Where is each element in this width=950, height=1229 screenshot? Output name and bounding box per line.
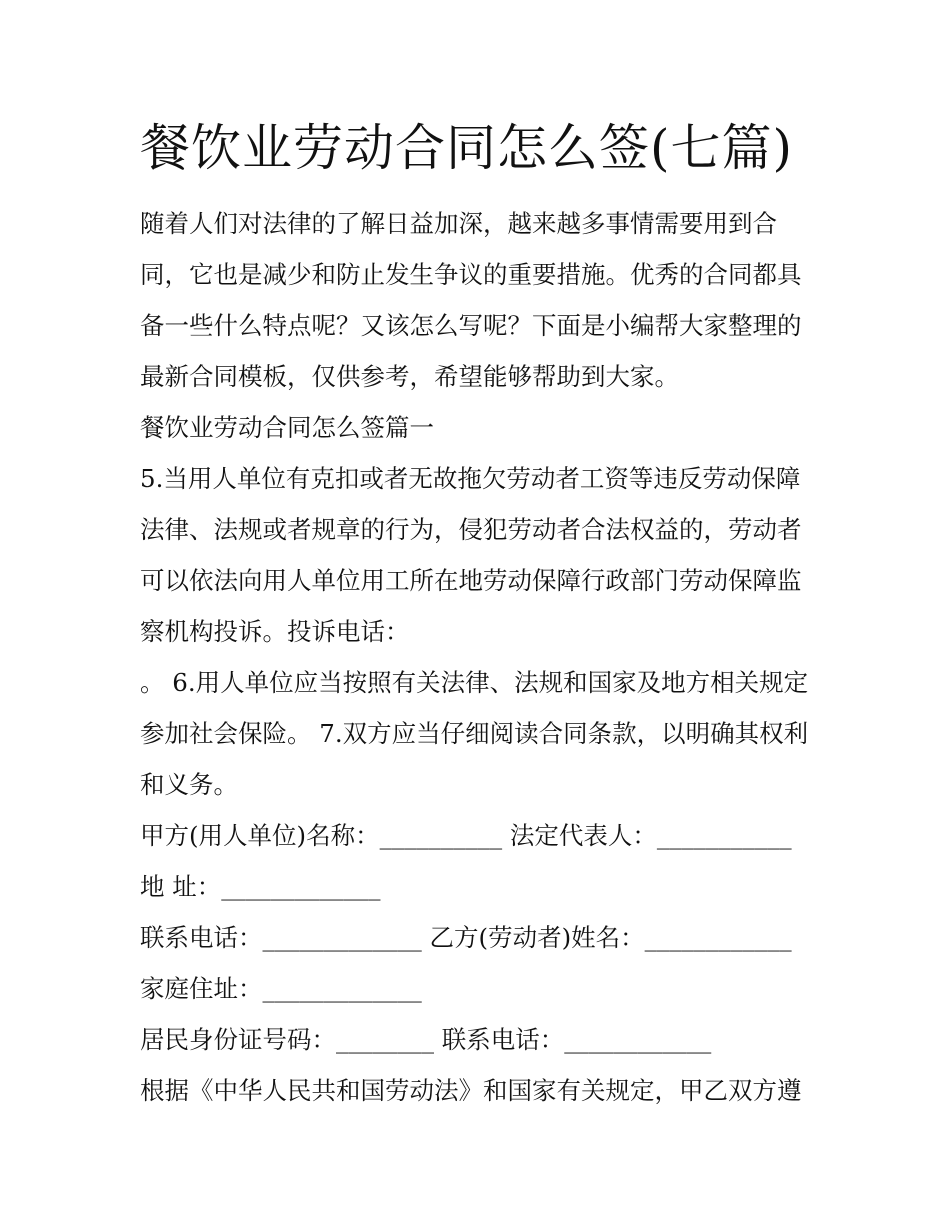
intro-paragraph: 随着人们对法律的了解日益加深，越来越多事情需要用到合同，它也是减少和防止发生争议的重要措施。优秀的合同都具备一些什么特点呢？又该怎么写呢？下面是小编帮大家整理的最新合同模板，仅供参考，希望能够帮助到大家。: [140, 209, 802, 391]
party-a-address-line: 地 址：_____________: [140, 872, 381, 901]
clause-5-paragraph: 5.当用人单位有克扣或者无故拖欠劳动者工资等违反劳动保障法律、法规或者规章的行为，侵犯劳动者合法权益的，劳动者可以依法向用人单位用工所在地劳动保障行政部门劳动保障监察机构投诉。投诉电话：: [140, 464, 802, 646]
id-number-phone-line: 居民身份证号码：________ 联系电话：____________: [140, 1025, 712, 1054]
home-address-line: 家庭住址：_____________: [140, 974, 422, 1003]
party-a-name-line: 甲方(用人单位)名称：__________ 法定代表人：___________: [140, 821, 792, 850]
document-title: 餐饮业劳动合同怎么签(七篇): [140, 119, 794, 177]
phone-party-b-name-line: 联系电话：_____________ 乙方(劳动者)姓名：____________: [140, 923, 792, 952]
document-body: [140, 198, 814, 1116]
section-heading: 餐饮业劳动合同怎么签篇一: [140, 413, 434, 442]
closing-paragraph: 根据《中华人民共和国劳动法》和国家有关规定，甲乙双方遵: [140, 1076, 802, 1105]
clause-6-7-paragraph: 。 6.用人单位应当按照有关法律、法规和国家及地方相关规定参加社会保险。 7.双方应当仔细阅读合同条款，以明确其权利和义务。: [140, 668, 809, 799]
